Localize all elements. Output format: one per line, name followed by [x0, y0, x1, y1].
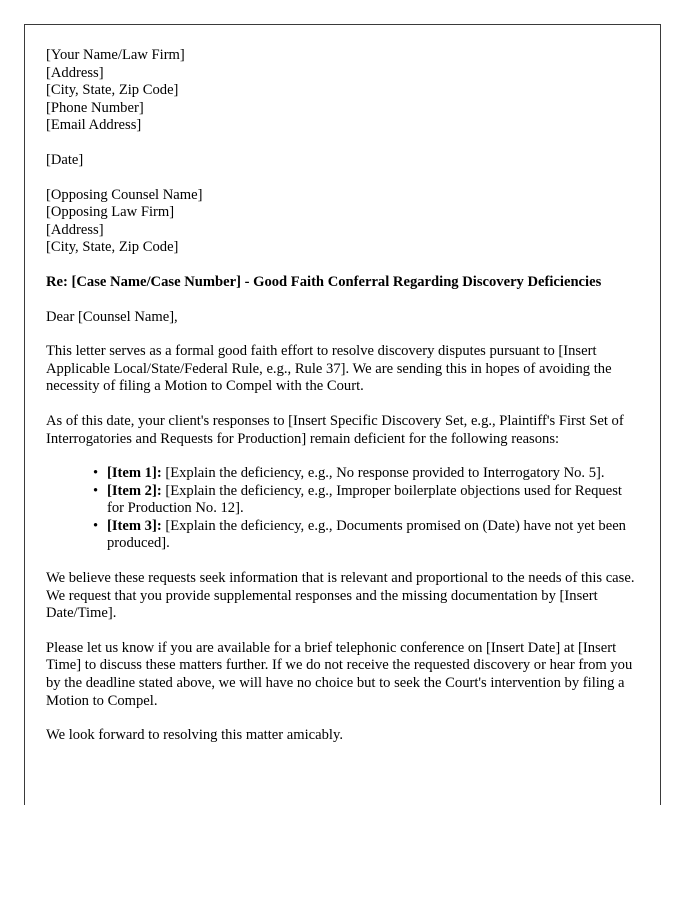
date-line: [Date]	[46, 151, 84, 168]
paragraph-closing: We look forward to resolving this matter amicably.	[46, 727, 343, 744]
recipient-address-block	[46, 187, 642, 257]
recipient-line-firm: [Opposing Law Firm]	[46, 204, 175, 221]
subject-line: Re: [Case Name/Case Number] - Good Faith Conferral Regarding Discovery Deficiencies	[46, 273, 602, 290]
deficiency-item-label: [Item 1]:	[107, 465, 162, 482]
deficiency-item-text: [Explain the deficiency, e.g., Improper boilerplate objections used for Request for Production No. 12].	[107, 482, 622, 517]
recipient-line-address: [Address]	[46, 221, 104, 238]
sender-line-city-state-zip: [City, State, Zip Code]	[46, 82, 179, 99]
sender-line-name: [Your Name/Law Firm]	[46, 47, 185, 63]
sender-address-block	[46, 47, 642, 135]
deficiency-item-label: [Item 2]:	[107, 482, 162, 499]
paragraph-intro: This letter serves as a formal good faith effort to resolve discovery disputes pursuant to [Insert Applicable Local/State/Federal Rule, e.g., Rule 37]. We are sending this in hopes of avoiding the necessity of filing a Motion to Compel with the Court.	[46, 343, 612, 395]
document-page	[24, 24, 661, 805]
letter-body	[25, 25, 660, 745]
sender-line-phone: [Phone Number]	[46, 99, 144, 116]
list-item	[93, 518, 642, 553]
recipient-line-city-state-zip: [City, State, Zip Code]	[46, 239, 179, 256]
paragraph-conference-request: Please let us know if you are available for a brief telephonic conference on [Insert Date] at [Insert Time] to discuss these matters further. If we do not receive the requested discovery or hear from you by the deadline stated above, we will have no choice but to seek the Court's intervention by filing a Motion to Compel.	[46, 639, 633, 709]
sender-line-address: [Address]	[46, 64, 104, 81]
list-item	[93, 465, 642, 483]
deficiency-item-text: [Explain the deficiency, e.g., Documents promised on (Date) have not yet been produced].	[107, 517, 626, 552]
paragraph-deficiency-intro: As of this date, your client's responses to [Insert Specific Discovery Set, e.g., Plaintiff's First Set of Interrogatories and Requests for Production] remain deficient for the following reasons:	[46, 412, 624, 447]
deficiency-list	[46, 465, 642, 553]
deficiency-item-text: [Explain the deficiency, e.g., No response provided to Interrogatory No. 5].	[165, 465, 605, 482]
salutation: Dear [Counsel Name],	[46, 308, 178, 325]
sender-line-email: [Email Address]	[46, 117, 142, 134]
paragraph-relevance-request: We believe these requests seek information that is relevant and proportional to the needs of this case. We request that you provide supplemental responses and the missing documentation by [Insert Date/Time].	[46, 570, 635, 622]
recipient-line-name: [Opposing Counsel Name]	[46, 186, 203, 203]
list-item	[93, 483, 642, 518]
deficiency-item-label: [Item 3]:	[107, 517, 162, 534]
